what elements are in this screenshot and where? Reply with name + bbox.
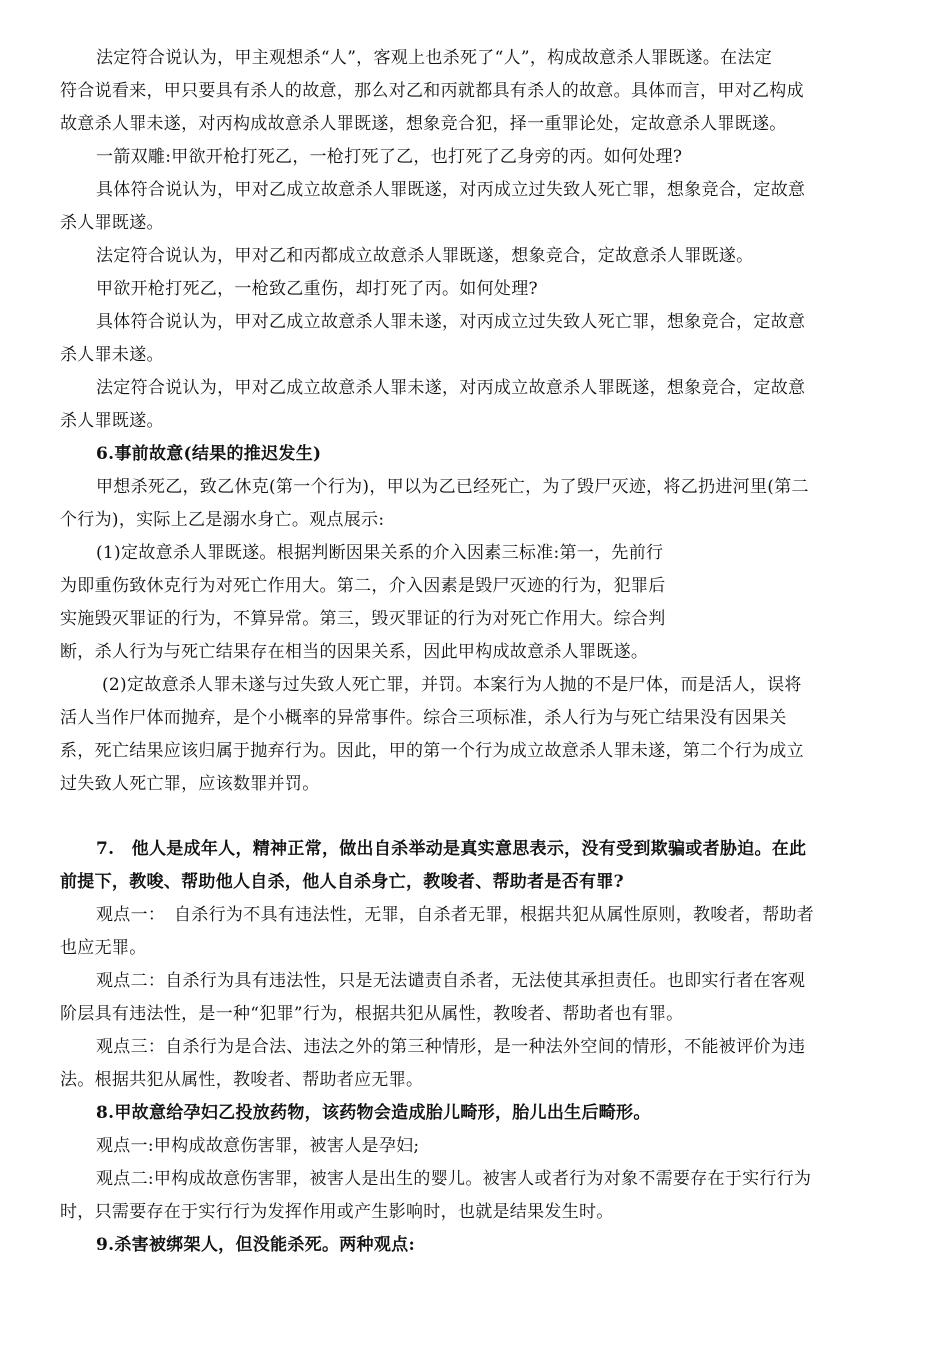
section-heading: 7. 他人是成年人，精神正常，做出自杀举动是真实意思表示，没有受到欺骗或者胁迫。在此 bbox=[96, 839, 807, 859]
text-line: 法定符合说认为，甲主观想杀“人”，客观上也杀死了“人”，构成故意杀人罪既遂。在法定 bbox=[96, 48, 773, 68]
text-line: 实施毁灭罪证的行为，不算异常。第三，毁灭罪证的行为对死亡作用大。综合判 bbox=[60, 609, 666, 629]
text-line: 个行为)，实际上乙是溺水身亡。观点展示: bbox=[60, 510, 385, 530]
text-line: 活人当作尸体而抛弃，是个小概率的异常事件。综合三项标准，杀人行为与死亡结果没有因果关 bbox=[60, 708, 787, 728]
text-line: 符合说看来，甲只要具有杀人的故意，那么对乙和丙就都具有杀人的故意。具体而言，甲对乙构成 bbox=[60, 81, 804, 101]
text-line: 时，只需要存在于实行行为发挥作用或产生影响时，也就是结果发生时。 bbox=[60, 1202, 614, 1222]
text-line: 甲想杀死乙，致乙休克(第一个行为)，甲以为乙已经死亡，为了毁尸灭迹，将乙扔进河里(第二 bbox=[96, 477, 809, 497]
text-line: 法定符合说认为，甲对乙成立故意杀人罪未遂，对丙成立故意杀人罪既遂，想象竞合，定故意 bbox=[96, 378, 806, 398]
text-line: 法定符合说认为，甲对乙和丙都成立故意杀人罪既遂，想象竞合，定故意杀人罪既遂。 bbox=[96, 246, 754, 266]
text-line: 也应无罪。 bbox=[60, 938, 147, 958]
text-line: 法。根据共犯从属性，教唆者、帮助者应无罪。 bbox=[60, 1070, 424, 1090]
text-line: 甲欲开枪打死乙，一枪致乙重伤，却打死了丙。如何处理? bbox=[96, 279, 538, 299]
text-line: 具体符合说认为，甲对乙成立故意杀人罪未遂，对丙成立过失致人死亡罪，想象竞合，定故意 bbox=[96, 312, 806, 332]
text-line: 杀人罪未遂。 bbox=[60, 345, 164, 365]
text-line: (2)定故意杀人罪未遂与过失致人死亡罪，并罚。本案行为人抛的不是尸体，而是活人，误将 bbox=[102, 675, 802, 695]
section-heading: 9.杀害被绑架人，但没能杀死。两种观点: bbox=[96, 1235, 416, 1255]
text-line: 为即重伤致休克行为对死亡作用大。第二，介入因素是毁尸灭迹的行为，犯罪后 bbox=[60, 576, 666, 596]
text-line: 具体符合说认为，甲对乙成立故意杀人罪既遂，对丙成立过失致人死亡罪，想象竞合，定故意 bbox=[96, 180, 806, 200]
text-line: 观点三：自杀行为是合法、违法之外的第三种情形，是一种法外空间的情形，不能被评价为违 bbox=[96, 1037, 806, 1057]
text-line: 杀人罪既遂。 bbox=[60, 213, 164, 233]
text-line: 阶层具有违法性，是一种“犯罪”行为，根据共犯从属性，教唆者、帮助者也有罪。 bbox=[60, 1004, 684, 1024]
text-line: 观点二：自杀行为具有违法性，只是无法谴责自杀者，无法使其承担责任。也即实行者在客观 bbox=[96, 971, 806, 991]
text-line: 观点二:甲构成故意伤害罪，被害人是出生的婴儿。被害人或者行为对象不需要存在于实行行为 bbox=[96, 1169, 812, 1189]
text-line: (1)定故意杀人罪既遂。根据判断因果关系的介入因素三标准:第一，先前行 bbox=[96, 543, 664, 563]
text-line: 系，死亡结果应该归属于抛弃行为。因此，甲的第一个行为成立故意杀人罪未遂，第二个行为成立 bbox=[60, 741, 804, 761]
text-line: 观点一:甲构成故意伤害罪，被害人是孕妇; bbox=[96, 1136, 420, 1156]
section-heading: 6.事前故意(结果的推迟发生) bbox=[96, 444, 322, 464]
text-line: 故意杀人罪未遂，对丙构成故意杀人罪既遂，想象竞合犯，择一重罪论处，定故意杀人罪既遂。 bbox=[60, 114, 787, 134]
text-line: 一箭双雕:甲欲开枪打死乙，一枪打死了乙，也打死了乙身旁的丙。如何处理? bbox=[96, 147, 683, 167]
text-line: 杀人罪既遂。 bbox=[60, 411, 164, 431]
section-heading: 前提下，教唆、帮助他人自杀，他人自杀身亡，教唆者、帮助者是否有罪? bbox=[60, 872, 624, 892]
text-line: 断，杀人行为与死亡结果存在相当的因果关系，因此甲构成故意杀人罪既遂。 bbox=[60, 642, 649, 662]
text-line: 过失致人死亡罪，应该数罪并罚。 bbox=[60, 774, 320, 794]
text-line: 观点一： 自杀行为不具有违法性，无罪，自杀者无罪，根据共犯从属性原则，教唆者，帮助者 bbox=[96, 905, 815, 925]
section-heading: 8.甲故意给孕妇乙投放药物，该药物会造成胎儿畸形，胎儿出生后畸形。 bbox=[96, 1103, 651, 1123]
